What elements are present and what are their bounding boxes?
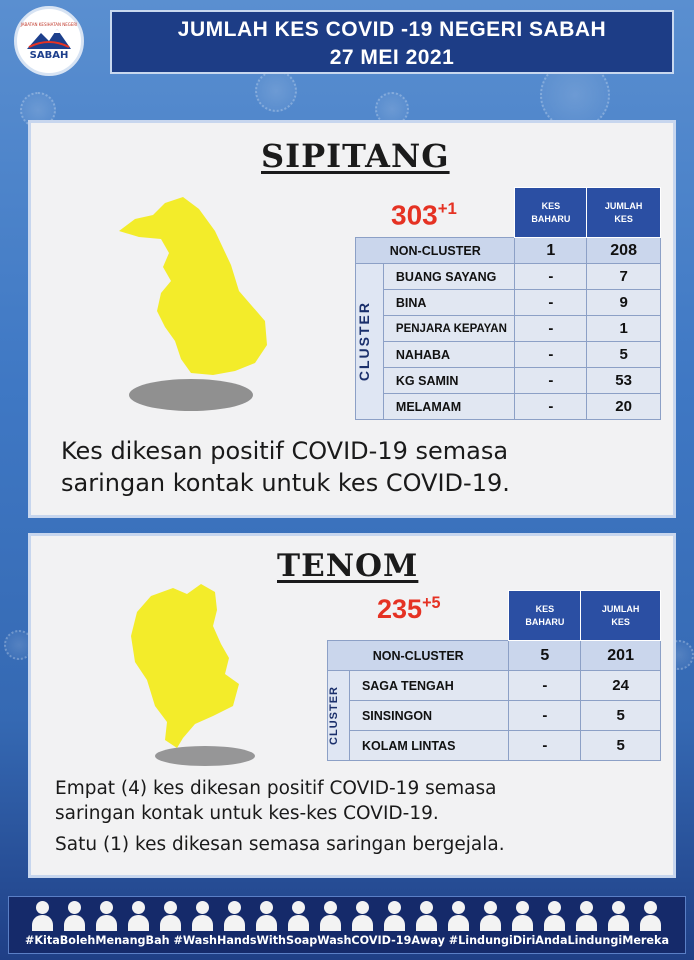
cluster-label: CLUSTER [356, 264, 384, 420]
hashtags: #KitaBolehMenangBah #WashHandsWithSoapWashCOVID-19Away #LindungiDiriAndaLindungiMereka [24, 934, 670, 947]
cluster-baharu: - [515, 290, 587, 316]
person-icon [413, 901, 440, 931]
col-jumlah-kes: JUMLAH KES [587, 188, 661, 238]
footer-banner [8, 896, 686, 954]
table-row [328, 641, 661, 671]
tenom-note [55, 776, 665, 857]
person-icon [189, 901, 216, 931]
non-cluster-baharu: 5 [509, 641, 581, 671]
table-row [356, 290, 661, 316]
tenom-title: TENOM [277, 548, 419, 584]
person-icon [637, 901, 664, 931]
cluster-baharu: - [515, 342, 587, 368]
cluster-baharu: - [509, 731, 581, 761]
note-line: Satu (1) kes dikesan semasa saringan bergejala. [55, 834, 505, 855]
cluster-jumlah: 9 [587, 290, 661, 316]
cluster-jumlah: 5 [587, 342, 661, 368]
person-icon [445, 901, 472, 931]
cluster-jumlah: 1 [587, 316, 661, 342]
sipitang-map-icon [117, 195, 277, 420]
sipitang-total-value: 303 [391, 199, 438, 231]
non-cluster-label: NON-CLUSTER [328, 641, 509, 671]
cluster-jumlah: 24 [581, 671, 661, 701]
tenom-increase: +5 [422, 594, 441, 612]
col-jumlah-kes: JUMLAH KES [581, 591, 661, 641]
sipitang-increase: +1 [437, 199, 457, 218]
people-illustration [29, 901, 664, 931]
table-row [356, 342, 661, 368]
table-row [328, 731, 661, 761]
cluster-baharu: - [509, 701, 581, 731]
note-line: saringan kontak untuk kes-kes COVID-19. [55, 803, 439, 824]
non-cluster-jumlah: 201 [581, 641, 661, 671]
person-icon [285, 901, 312, 931]
person-icon [125, 901, 152, 931]
person-icon [477, 901, 504, 931]
cluster-name: PENJARA KEPAYAN [383, 316, 515, 342]
cluster-name: NAHABA [383, 342, 515, 368]
cluster-name: KG SAMIN [383, 368, 515, 394]
sipitang-panel [28, 120, 676, 518]
note-line: Empat (4) kes dikesan positif COVID-19 semasa [55, 778, 497, 799]
logo-label: SABAH [29, 49, 69, 61]
person-icon [221, 901, 248, 931]
tenom-total-value: 235 [377, 594, 423, 624]
page-header [110, 10, 674, 74]
cluster-jumlah: 53 [587, 368, 661, 394]
col-kes-baharu: KES BAHARU [509, 591, 581, 641]
cluster-jumlah: 5 [581, 731, 661, 761]
tenom-map-icon [125, 582, 265, 772]
cluster-baharu: - [509, 671, 581, 701]
sipitang-table [355, 187, 661, 420]
person-icon [317, 901, 344, 931]
tenom-panel [28, 533, 676, 878]
person-icon [573, 901, 600, 931]
table-row [356, 238, 661, 264]
person-icon [61, 901, 88, 931]
cluster-jumlah: 7 [587, 264, 661, 290]
sipitang-title: SIPITANG [261, 137, 450, 175]
note-line: saringan kontak untuk kes COVID-19. [61, 469, 510, 497]
note-line: Kes dikesan positif COVID-19 semasa [61, 437, 509, 465]
cluster-baharu: - [515, 368, 587, 394]
non-cluster-jumlah: 208 [587, 238, 661, 264]
cluster-name: BINA [383, 290, 515, 316]
table-row [356, 368, 661, 394]
cluster-name: BUANG SAYANG [383, 264, 515, 290]
page-title: JUMLAH KES COVID -19 NEGERI SABAH [177, 18, 607, 41]
table-row [356, 264, 661, 290]
cluster-baharu: - [515, 394, 587, 420]
non-cluster-label: NON-CLUSTER [356, 238, 515, 264]
tenom-table [327, 590, 661, 761]
cluster-jumlah: 5 [581, 701, 661, 731]
person-icon [605, 901, 632, 931]
virus-decoration-icon [255, 70, 297, 112]
page-date: 27 MEI 2021 [329, 46, 455, 69]
col-kes-baharu: KES BAHARU [515, 188, 587, 238]
person-icon [381, 901, 408, 931]
person-icon [29, 901, 56, 931]
cluster-name: SINSINGON [349, 701, 509, 731]
cluster-name: KOLAM LINTAS [349, 731, 509, 761]
mountain-icon [27, 27, 71, 49]
cluster-jumlah: 20 [587, 394, 661, 420]
cluster-name: MELAMAM [383, 394, 515, 420]
person-icon [541, 901, 568, 931]
table-row [328, 671, 661, 701]
person-icon [157, 901, 184, 931]
person-icon [349, 901, 376, 931]
table-row [356, 394, 661, 420]
sipitang-note [61, 435, 661, 499]
cluster-label: CLUSTER [328, 671, 350, 761]
cluster-name: SAGA TENGAH [349, 671, 509, 701]
person-icon [253, 901, 280, 931]
cluster-baharu: - [515, 264, 587, 290]
logo [14, 6, 84, 76]
non-cluster-baharu: 1 [515, 238, 587, 264]
table-row [356, 316, 661, 342]
logo-caption: JABATAN KESIHATAN NEGERI [20, 21, 78, 27]
cluster-baharu: - [515, 316, 587, 342]
person-icon [93, 901, 120, 931]
table-row [328, 701, 661, 731]
person-icon [509, 901, 536, 931]
